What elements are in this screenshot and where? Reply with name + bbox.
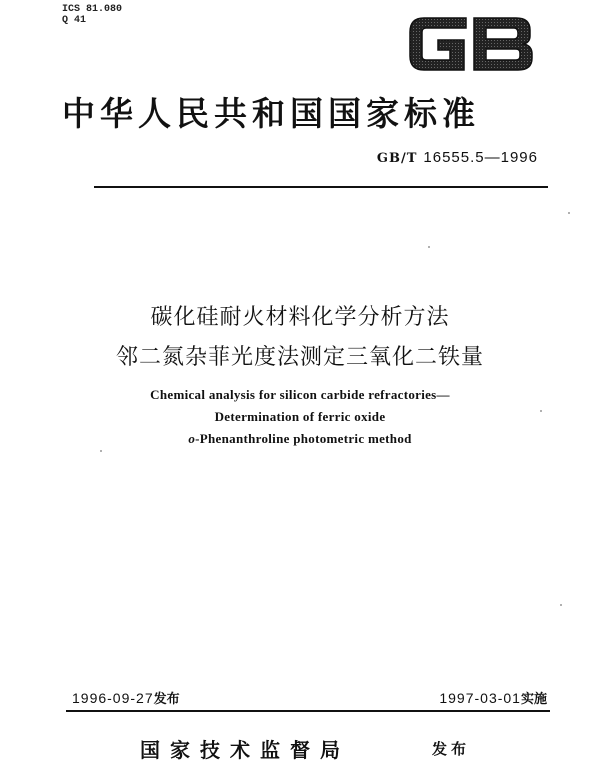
standard-number: 16555.5—1996 [423, 149, 538, 166]
chinese-title-line-2: 邻二氮杂菲光度法测定三氧化二铁量 [115, 345, 484, 370]
ics-code-block [62, 4, 122, 26]
scan-speck [560, 604, 562, 606]
implement-date: 1997-03-01 [439, 690, 521, 706]
publisher-name: 国家技术监督局 [140, 738, 350, 762]
issue-date-line [72, 688, 180, 707]
publish-label: 发布 [432, 740, 471, 758]
scan-speck [540, 410, 542, 412]
chinese-title-line-1: 碳化硅耐火材料化学分析方法 [150, 305, 450, 330]
top-divider [94, 186, 548, 188]
standard-title: 中华人民共和国国家标准 [62, 94, 480, 133]
standard-number-line [377, 149, 538, 166]
implement-date-line [439, 688, 547, 707]
english-title-line-1: Chemical analysis for silicon carbide refractories— [150, 387, 450, 402]
scan-speck [568, 212, 570, 214]
english-title-line-3-italic: o [188, 431, 196, 446]
standard-prefix: GB/T [376, 151, 418, 166]
ics-code: ICS 81.080 [62, 4, 123, 15]
classification-code: Q 41 [62, 15, 87, 26]
english-title-line-3 [0, 431, 600, 447]
english-title-line-2: Determination of ferric oxide [214, 409, 386, 424]
issue-label: 发布 [153, 692, 180, 707]
english-title-line-3-rest: -Phenanthroline photometric method [195, 431, 412, 446]
implement-label: 实施 [520, 692, 547, 707]
bottom-divider [66, 710, 550, 712]
scan-speck [428, 246, 430, 248]
issue-date: 1996-09-27 [72, 690, 154, 706]
scan-speck [100, 450, 102, 452]
gb-logo [406, 12, 538, 74]
